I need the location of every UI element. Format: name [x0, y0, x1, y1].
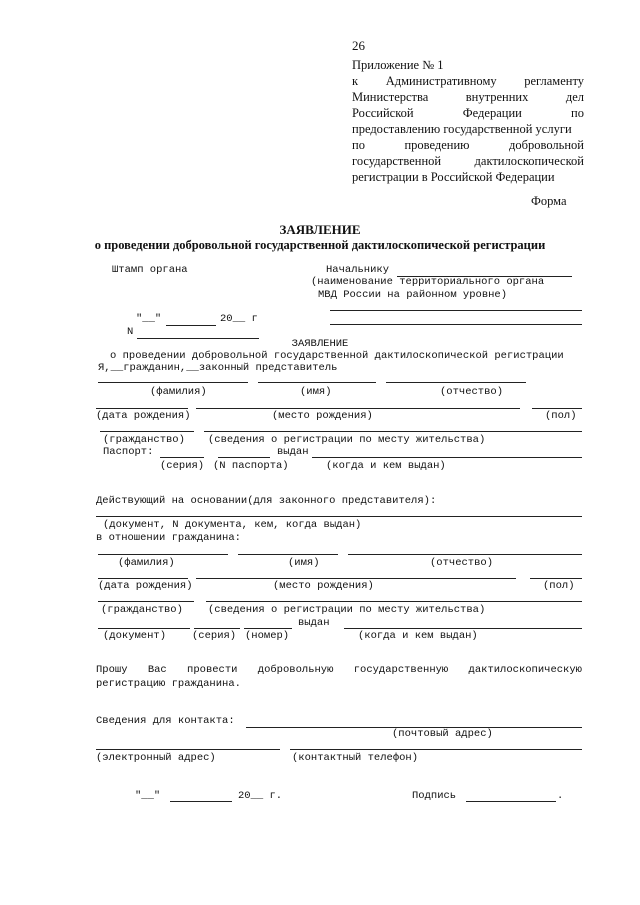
applicant-citizenship-hint: (гражданство) — [103, 434, 185, 446]
statement-subtitle: о проведении добровольной государственной дактилоскопической регистрации — [110, 350, 564, 362]
signature-period: . — [557, 790, 564, 802]
citizen-sex-field[interactable] — [530, 578, 582, 579]
org-line-1[interactable] — [330, 310, 582, 311]
org-hint-2: МВД России на районном уровне) — [318, 289, 508, 301]
signature-field[interactable] — [466, 801, 556, 802]
citizen-citizenship-field[interactable] — [98, 601, 194, 602]
footer-date-year: 20__ г. — [238, 790, 283, 802]
contacts-label: Сведения для контакта: — [96, 715, 235, 727]
header-date-month-field[interactable] — [166, 325, 216, 326]
applicant-birth-place-hint: (место рождения) — [272, 410, 373, 422]
chief-label: Начальнику — [326, 264, 390, 276]
request-line-1: Прошу Вас провести добровольную государственную дактилоскопическую — [96, 664, 582, 676]
page-number: 26 — [352, 38, 365, 53]
passport-when-hint: (когда и кем выдан) — [326, 460, 446, 472]
appendix-title: Приложение № 1 — [352, 58, 444, 72]
applicant-name-field[interactable] — [258, 382, 376, 383]
applicant-birth-date-hint: (дата рождения) — [96, 410, 191, 422]
citizen-birth-date-field[interactable] — [98, 578, 188, 579]
statement-intro: Я,__гражданин,__законный представитель — [98, 362, 338, 374]
citizen-residence-hint: (сведения о регистрации по месту жительства) — [208, 604, 486, 616]
passport-series-hint: (серия) — [160, 460, 205, 472]
citizen-document-hint: (документ) — [103, 630, 167, 642]
appendix-line-3: Российской Федерации по — [352, 106, 584, 120]
representative-doc-field[interactable] — [96, 516, 582, 517]
appendix-line-7: регистрации в Российской Федерации — [352, 170, 555, 184]
applicant-citizenship-field[interactable] — [100, 431, 194, 432]
citizen-patronymic-field[interactable] — [348, 554, 582, 555]
applicant-patronymic-hint: (отчество) — [440, 386, 504, 398]
passport-number-field[interactable] — [218, 457, 270, 458]
appendix-line-5: по проведению добровольной — [352, 138, 584, 152]
header-date-day: "__" — [136, 313, 162, 325]
statement-title: ЗАЯВЛЕНИЕ — [291, 338, 349, 350]
applicant-sex-field[interactable] — [532, 408, 582, 409]
citizen-sex-hint: (пол) — [543, 580, 575, 592]
citizen-surname-field[interactable] — [98, 554, 228, 555]
representative-doc-hint: (документ, N документа, кем, когда выдан) — [103, 519, 362, 531]
citizen-citizenship-hint: (гражданство) — [101, 604, 183, 616]
passport-number-hint: (N паспорта) — [213, 460, 289, 472]
header-date-year: 20__ г — [220, 313, 258, 325]
email-field[interactable] — [96, 749, 280, 750]
citizen-series-hint: (серия) — [192, 630, 237, 642]
applicant-surname-hint: (фамилия) — [150, 386, 207, 398]
citizen-series-field[interactable] — [194, 628, 240, 629]
citizen-birth-place-hint: (место рождения) — [273, 580, 374, 592]
org-hint-1: (наименование территориального органа — [311, 276, 545, 288]
citizen-number-field[interactable] — [244, 628, 292, 629]
phone-hint: (контактный телефон) — [292, 752, 419, 764]
signature-label: Подпись — [412, 790, 457, 802]
main-heading: ЗАЯВЛЕНИЕ — [279, 222, 361, 237]
citizen-patronymic-hint: (отчество) — [430, 557, 494, 569]
applicant-residence-field[interactable] — [204, 431, 582, 432]
appendix-line-6: государственной дактилоскопической — [352, 154, 584, 168]
footer-date-day: "__" — [135, 790, 161, 802]
passport-label: Паспорт: — [103, 446, 154, 458]
citizen-residence-field[interactable] — [206, 601, 582, 602]
org-line-2[interactable] — [330, 324, 582, 325]
main-subheading: о проведении добровольной государственной дактилоскопической регистрации — [94, 238, 546, 252]
representative-basis-label: Действующий на основании(для законного представителя): — [96, 495, 437, 507]
header-number-label: N — [127, 326, 134, 338]
citizen-number-hint: (номер) — [245, 630, 290, 642]
applicant-birth-date-field[interactable] — [96, 408, 188, 409]
appendix-line-4: предоставлению государственной услуги — [352, 122, 572, 136]
postal-address-hint: (почтовый адрес) — [392, 728, 493, 740]
citizen-name-hint: (имя) — [288, 557, 320, 569]
applicant-sex-hint: (пол) — [545, 410, 577, 422]
citizen-birth-place-field[interactable] — [196, 578, 516, 579]
email-hint: (электронный адрес) — [96, 752, 216, 764]
footer-date-month-field[interactable] — [170, 801, 232, 802]
stamp-label: Штамп органа — [112, 264, 188, 276]
request-line-2: регистрацию гражданина. — [96, 678, 241, 690]
passport-issued-field[interactable] — [312, 457, 582, 458]
applicant-birth-place-field[interactable] — [196, 408, 520, 409]
applicant-residence-hint: (сведения о регистрации по месту жительства) — [208, 434, 486, 446]
citizen-name-field[interactable] — [238, 554, 338, 555]
citizen-issued-label: выдан — [298, 617, 330, 629]
applicant-surname-field[interactable] — [98, 382, 248, 383]
passport-issued-label: выдан — [277, 446, 309, 458]
passport-series-field[interactable] — [160, 457, 204, 458]
phone-field[interactable] — [290, 749, 582, 750]
citizen-surname-hint: (фамилия) — [118, 557, 175, 569]
applicant-patronymic-field[interactable] — [386, 382, 526, 383]
regarding-citizen-label: в отношении гражданина: — [96, 532, 241, 544]
applicant-name-hint: (имя) — [300, 386, 332, 398]
appendix-line-2: Министерства внутренних дел — [352, 90, 584, 104]
citizen-issued-field[interactable] — [344, 628, 582, 629]
citizen-when-hint: (когда и кем выдан) — [358, 630, 478, 642]
appendix-line-1: к Административному регламенту — [352, 74, 584, 88]
citizen-birth-date-hint: (дата рождения) — [98, 580, 193, 592]
citizen-document-field[interactable] — [98, 628, 190, 629]
form-label: Форма — [531, 194, 567, 208]
